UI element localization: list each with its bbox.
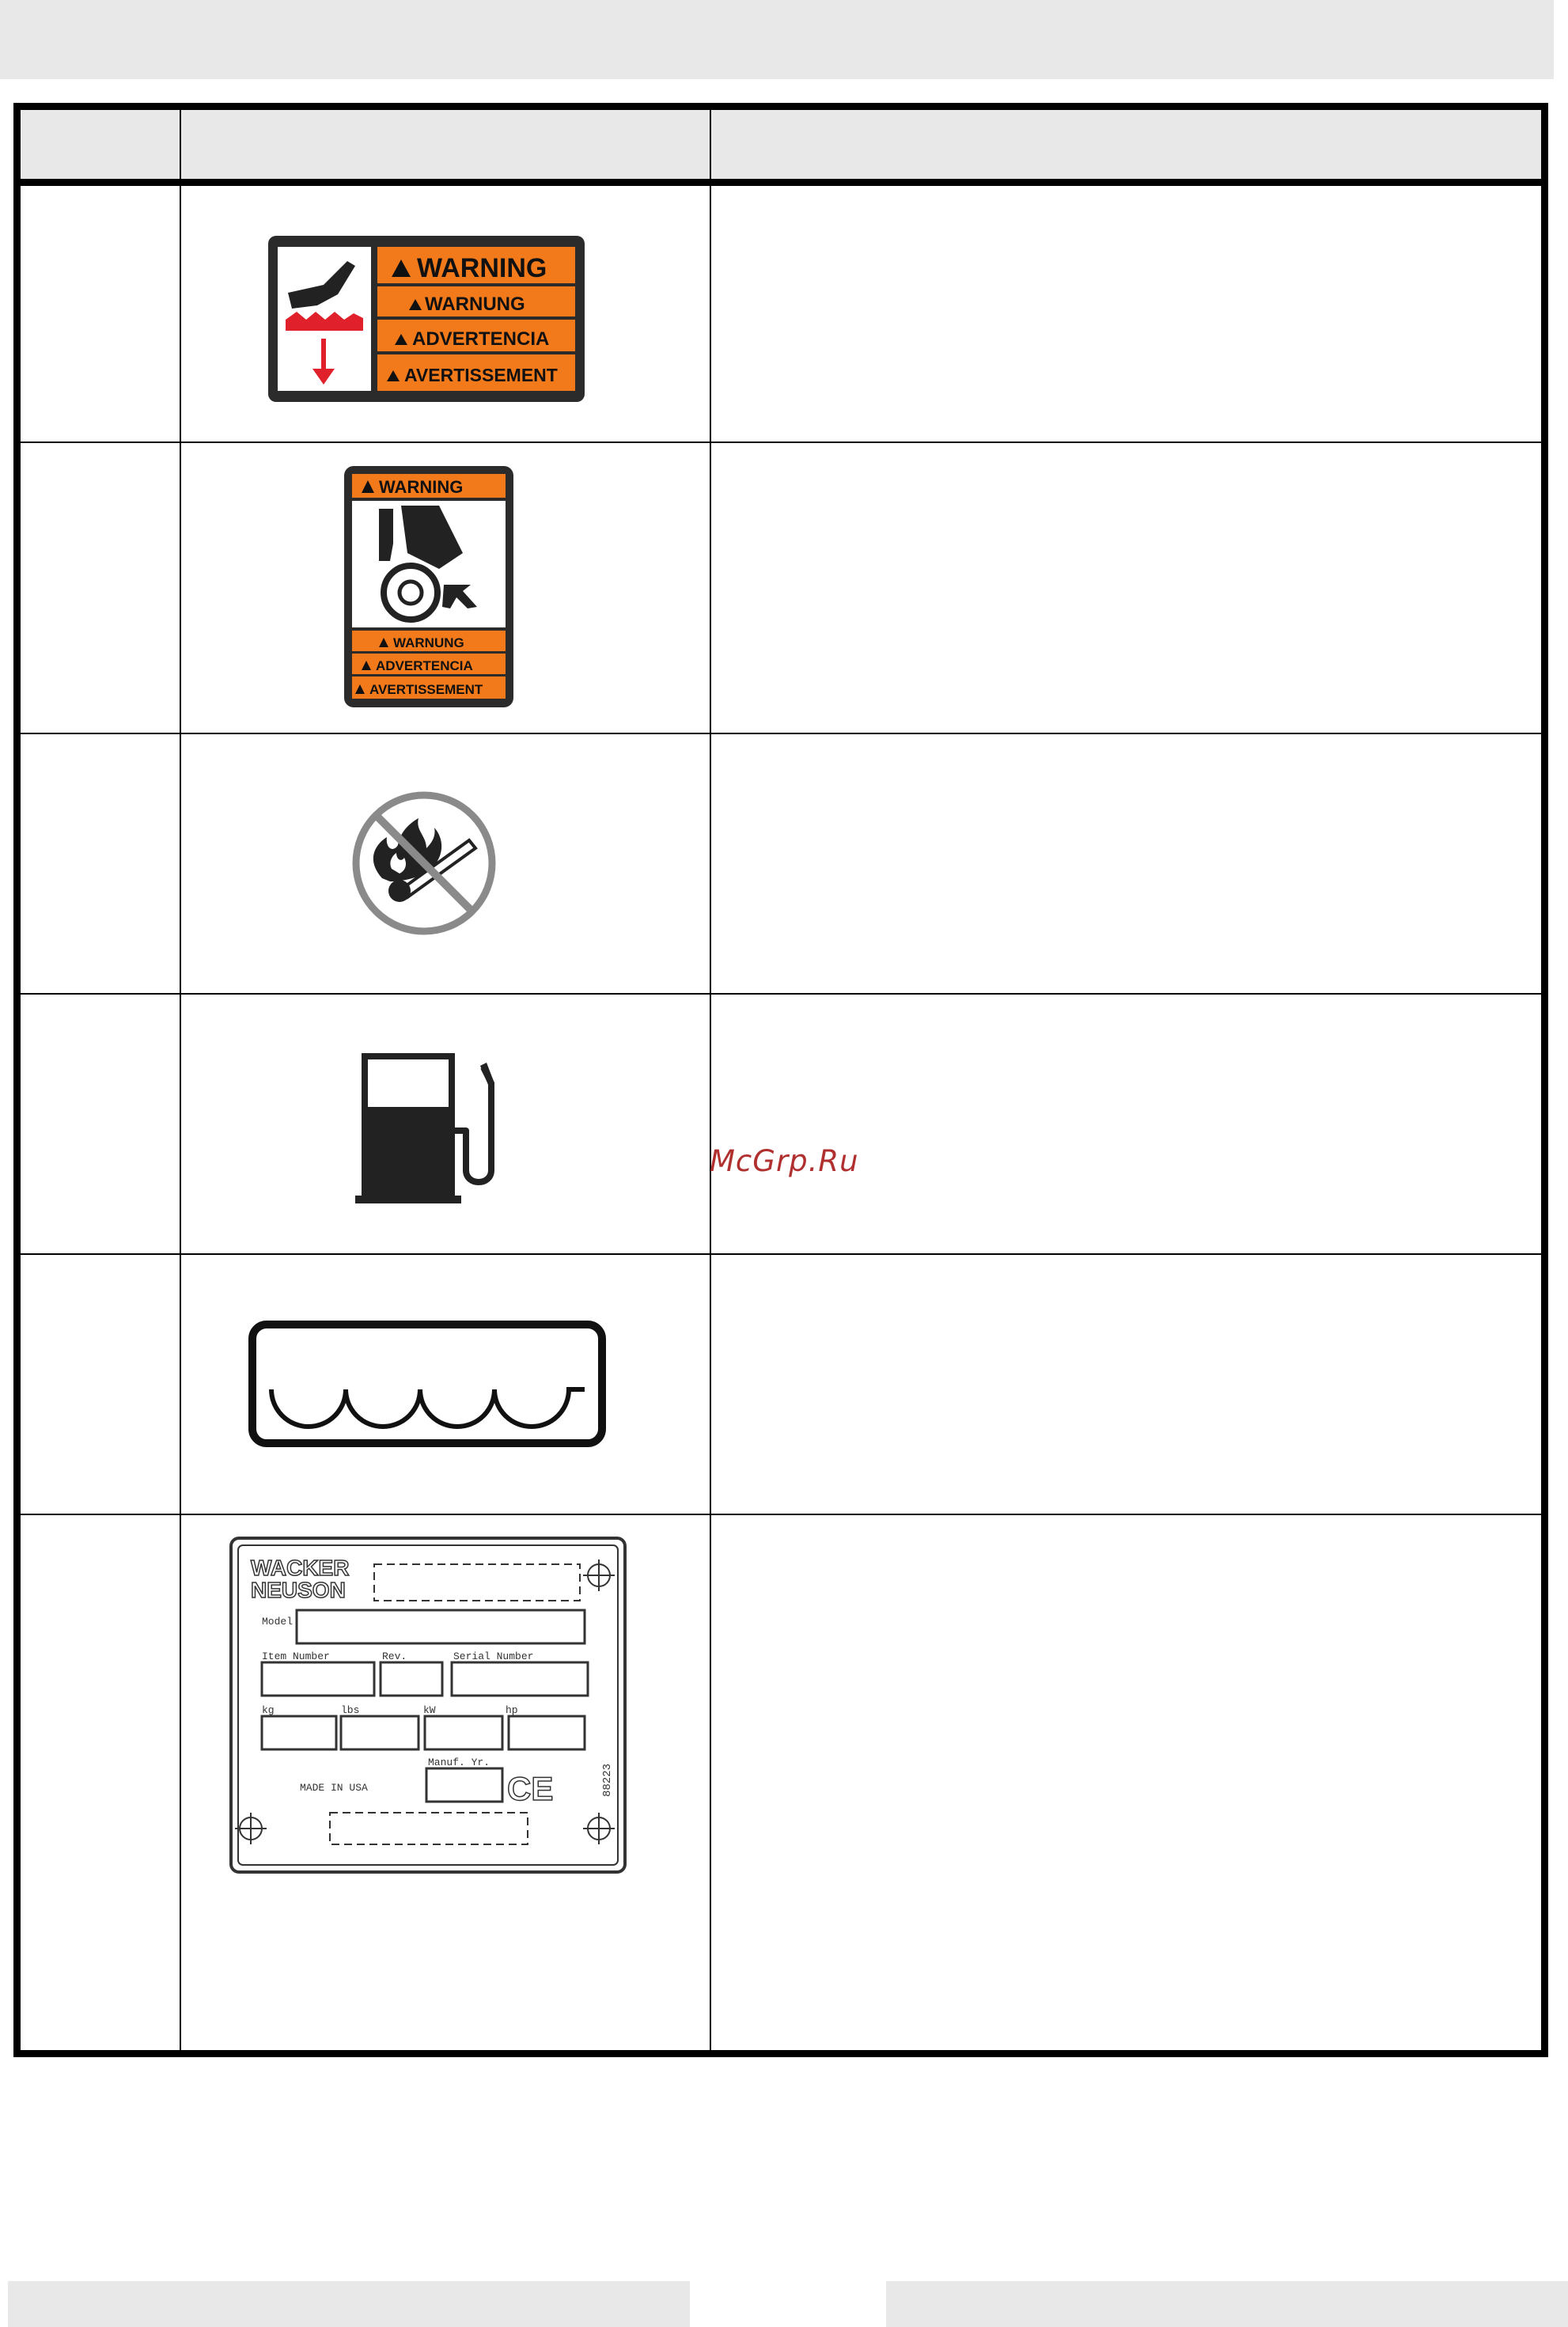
warning-line-fr: AVERTISSEMENT — [404, 365, 558, 385]
label-cell — [181, 1515, 711, 2050]
label-cell — [181, 1255, 711, 1514]
watermark-text: McGrp.Ru — [710, 1144, 859, 1178]
nameplate-rev-label: Rev. — [382, 1651, 407, 1662]
nameplate-kg-label: kg — [262, 1704, 275, 1716]
table-row — [21, 443, 1541, 734]
nameplate-model-label: Model — [262, 1616, 294, 1628]
header-cell-label — [181, 110, 711, 179]
safety-labels-table — [13, 103, 1548, 2057]
warning-line-fr: AVERTISSEMENT — [369, 682, 483, 697]
warning-line-es: ADVERTENCIA — [412, 328, 550, 350]
crush-hazard-warning-decal — [268, 236, 585, 402]
label-cell — [181, 734, 711, 993]
warning-line-en: WARNING — [379, 477, 464, 497]
nameplate-manuf-year-label: Manuf. Yr. — [428, 1757, 490, 1768]
ref-cell — [21, 734, 181, 993]
no-open-flame-icon — [350, 790, 498, 937]
nameplate-part-code: 88223 — [601, 1763, 614, 1797]
ce-mark: CE — [507, 1770, 554, 1807]
page-top-band — [0, 0, 1554, 79]
meaning-cell — [711, 995, 1541, 1253]
water-level-icon — [248, 1320, 607, 1448]
warning-line-es: ADVERTENCIA — [376, 658, 473, 673]
header-cell-meaning — [711, 110, 1541, 179]
ref-cell — [21, 186, 181, 442]
meaning-cell — [711, 443, 1541, 733]
header-cell-ref — [21, 110, 181, 179]
table-row — [21, 1515, 1541, 2050]
page-footer-band-right — [886, 2281, 1568, 2327]
ref-cell — [21, 443, 181, 733]
nameplate-lbs-label: lbs — [341, 1704, 360, 1716]
warning-line-de: WARNUNG — [393, 635, 464, 650]
label-cell — [181, 443, 711, 733]
meaning-cell — [711, 734, 1541, 993]
fuel-pump-icon — [355, 1052, 506, 1205]
label-cell — [181, 995, 711, 1253]
page-footer-band-left — [8, 2281, 690, 2327]
table-row — [21, 995, 1541, 1255]
nameplate-serial-label: Serial Number — [453, 1651, 534, 1662]
belt-entanglement-warning-decal — [344, 466, 513, 707]
meaning-cell — [711, 1515, 1541, 2050]
nameplate-hp-label: hp — [506, 1704, 518, 1716]
nameplate-decal — [229, 1536, 627, 1874]
ref-cell — [21, 1255, 181, 1514]
table-row — [21, 1255, 1541, 1515]
brand-logo-line1: WACKER — [251, 1556, 350, 1580]
meaning-cell — [711, 186, 1541, 442]
nameplate-kw-label: kW — [423, 1704, 436, 1716]
table-header-row — [21, 110, 1541, 186]
nameplate-made-in-label: MADE IN USA — [300, 1782, 368, 1794]
ref-cell — [21, 995, 181, 1253]
warning-line-en: WARNING — [417, 253, 547, 283]
brand-logo-line2: NEUSON — [251, 1578, 346, 1602]
table-row — [21, 734, 1541, 995]
meaning-cell — [711, 1255, 1541, 1514]
label-cell — [181, 186, 711, 442]
nameplate-item-number-label: Item Number — [262, 1651, 330, 1662]
table-row — [21, 186, 1541, 443]
ref-cell — [21, 1515, 181, 2050]
warning-line-de: WARNUNG — [425, 294, 525, 315]
